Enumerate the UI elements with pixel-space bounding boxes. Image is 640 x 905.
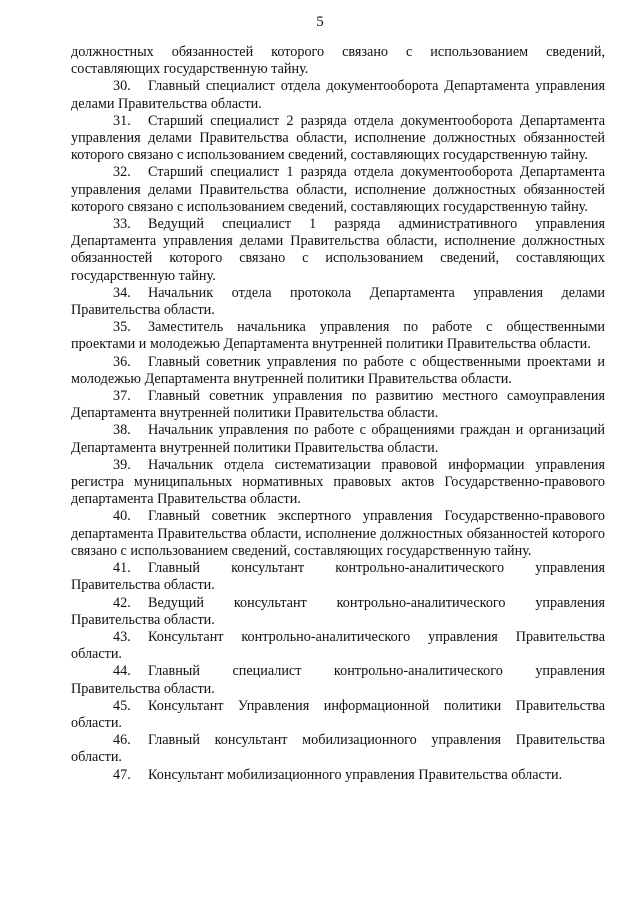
list-item (71, 354, 605, 388)
item-number: 47. (113, 766, 131, 783)
item-text: Консультант мобилизационного управления Правительства области. (148, 766, 563, 783)
item-number: 33. (113, 216, 131, 233)
item-text: Консультант Управления информационной политики Правительства области. (71, 697, 605, 731)
list-item (71, 732, 605, 766)
list-item (71, 319, 605, 353)
numbered-list (71, 78, 605, 783)
list-item (71, 595, 605, 629)
list-item (71, 767, 605, 784)
list-item (71, 164, 605, 216)
item-text: Заместитель начальника управления по работе с общественными проектами и молодежью Департамента внутренней политики Правительства области. (71, 319, 605, 353)
item-text: Главный консультант мобилизационного управления Правительства области. (71, 732, 605, 766)
item-text: Старший специалист 2 разряда отдела документооборота Департамента управления делами Правительства области, исполнение должностных обязанностей которого связано с использованием сведений, составляющих государственную тайну. (71, 112, 605, 164)
item-number: 39. (113, 456, 131, 473)
list-item (71, 698, 605, 732)
item-text: Начальник управления по работе с обращениями граждан и организаций Департамента внутренней политики Правительства области. (71, 422, 605, 456)
item-number: 30. (113, 78, 131, 95)
lead-paragraph: должностных обязанностей которого связано с использованием сведений, составляющих государственную тайну. (71, 44, 605, 78)
item-text: Главный советник управления по работе с общественными проектами и молодежью Департамента внутренней политики Правительства области. (71, 353, 605, 387)
list-item (71, 422, 605, 456)
item-number: 36. (113, 353, 131, 370)
item-text: Главный советник экспертного управления Государственно-правового департамента Правительства области, исполнение должностных обязанностей которого связано с использованием сведений, составляющих государственную тайну. (71, 508, 605, 559)
item-number: 35. (113, 319, 131, 336)
list-item (71, 663, 605, 697)
list-item (71, 78, 605, 112)
list-item (71, 508, 605, 560)
item-number: 38. (113, 422, 131, 439)
item-text: Главный специалист контрольно-аналитического управления Правительства области. (71, 663, 605, 697)
item-text: Главный специалист отдела документооборота Департамента управления делами Правительства области. (71, 78, 605, 112)
item-text: Начальник отдела протокола Департамента управления делами Правительства области. (71, 284, 605, 319)
item-number: 40. (113, 508, 131, 525)
list-item (71, 457, 605, 509)
item-number: 45. (113, 697, 131, 714)
item-number: 41. (113, 560, 131, 577)
item-text: Начальник отдела систематизации правовой информации управления регистра муниципальных нормативных правовых актов Государственно-правового департамента Правительства области. (71, 456, 605, 508)
item-text: Ведущий специалист 1 разряда административного управления Департамента управления делами Правительства области, исполнение должностных обязанностей которого связано с использованием сведений, составляющих государственную тайну. (71, 216, 605, 284)
page-number: 5 (316, 14, 324, 30)
document-body (71, 44, 605, 784)
list-item (71, 285, 605, 319)
item-number: 44. (113, 663, 131, 680)
item-text: Ведущий консультант контрольно-аналитического управления Правительства области. (71, 594, 605, 628)
item-number: 37. (113, 388, 131, 405)
item-number: 34. (113, 284, 131, 301)
list-item (71, 113, 605, 165)
item-number: 31. (113, 112, 131, 129)
list-item (71, 629, 605, 663)
list-item (71, 388, 605, 422)
item-number: 42. (113, 594, 131, 611)
item-number: 43. (113, 628, 131, 645)
item-number: 32. (113, 164, 131, 181)
list-item (71, 216, 605, 285)
list-item (71, 560, 605, 594)
item-number: 46. (113, 732, 131, 749)
item-text: Старший специалист 1 разряда отдела документооборота Департамента управления делами Правительства области, исполнение должностных обязанностей которого связано с использованием сведений, составляющих государственную тайну. (71, 164, 605, 215)
item-text: Главный консультант контрольно-аналитического управления Правительства области. (71, 560, 605, 594)
item-text: Консультант контрольно-аналитического управления Правительства области. (71, 628, 605, 663)
item-text: Главный советник управления по развитию местного самоуправления Департамента внутренней политики Правительства области. (71, 388, 605, 422)
